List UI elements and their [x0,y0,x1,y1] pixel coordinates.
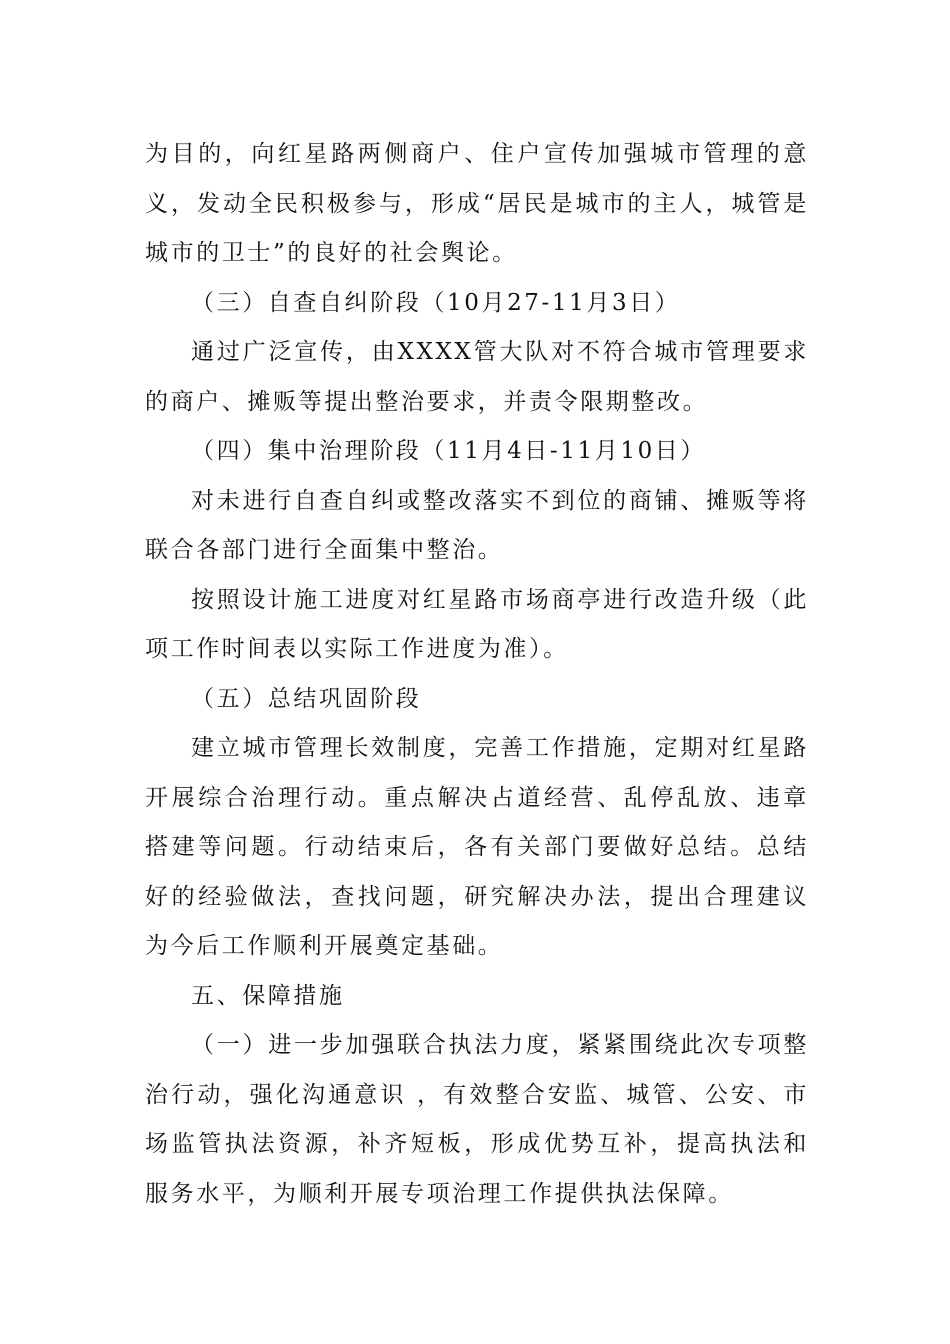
heading-safeguard-measures: 五、保障措施 [191,982,345,1009]
paragraph-centralized-governance: 对未进行自查自纠或整改落实不到位的商铺、摊贩等将联合各部门进行全面集中整治。 [145,487,809,563]
document-body [145,130,809,1219]
heading-summary-stage: （五）总结巩固阶段 [191,685,422,712]
paragraph-joint-enforcement: （一）进一步加强联合执法力度，紧紧围绕此次专项整治行动，强化沟通意识 ，有效整合安监、城管、公安、市场监管执法资源，补齐短板，形成优势互补，提高执法和服务水平，为顺利开展专项治理工作提供执法保障。 [145,1032,809,1207]
paragraph-continuation: 为目的，向红星路两侧商户、住户宣传加强城市管理的意义，发动全民积极参与，形成“居民是城市的主人，城管是城市的卫士”的良好的社会舆论。 [145,141,809,266]
heading-self-inspection-stage: （三）自查自纠阶段（10月27-11月3日） [191,289,681,316]
paragraph-self-inspection: 通过广泛宣传，由XXXX管大队对不符合城市管理要求的商户、摊贩等提出整治要求，并责令限期整改。 [145,339,809,415]
heading-centralized-governance-stage: （四）集中治理阶段（11月4日-11月10日） [191,438,707,464]
paragraph-kiosk-upgrade: 按照设计施工进度对红星路市场商亭进行改造升级（此项工作时间表以实际工作进度为准）。 [145,586,809,662]
paragraph-summary: 建立城市管理长效制度，完善工作措施，定期对红星路开展综合治理行动。重点解决占道经营、乱停乱放、违章搭建等问题。行动结束后，各有关部门要做好总结。总结好的经验做法，查找问题，研究解决办法，提出合理建议为今后工作顺利开展奠定基础。 [145,735,809,959]
